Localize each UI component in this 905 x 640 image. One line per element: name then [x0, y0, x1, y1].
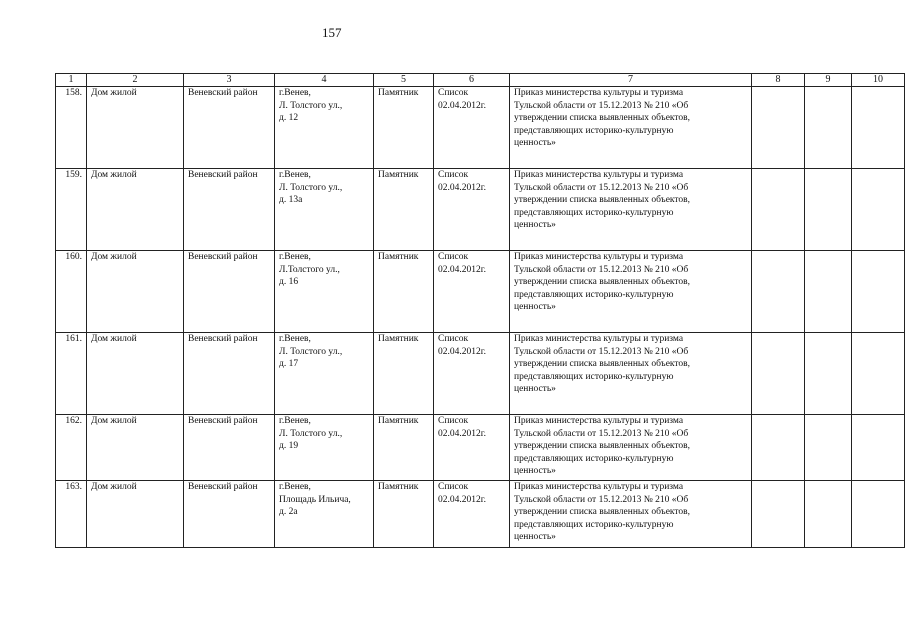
column-9-cell: [805, 251, 852, 333]
address-cell: [275, 169, 374, 251]
cell-line: Приказ министерства культуры и туризма: [514, 252, 684, 262]
cell-line: утверждении списка выявленных объектов,: [514, 113, 691, 123]
cell-line: Тульской области от 15.12.2013 № 210 «Об: [514, 346, 689, 357]
cell-line: г.Венев,: [279, 482, 311, 492]
object-name-cell: Дом жилой: [87, 481, 184, 548]
category-cell: Памятник: [374, 481, 434, 548]
category-cell: Памятник: [374, 251, 434, 333]
cell-line: утверждении списка выявленных объектов,: [514, 195, 691, 205]
cell-line: Список: [438, 88, 469, 98]
column-header: 7: [510, 74, 752, 87]
cell-line: ценность»: [514, 466, 556, 476]
cell-line: представляющих историко-культурную: [514, 371, 674, 382]
cell-line: 02.04.2012г.: [438, 100, 486, 111]
district-cell: Веневский район: [184, 169, 275, 251]
cell-line: 02.04.2012г.: [438, 264, 486, 275]
column-10-cell: [852, 333, 905, 415]
category-cell: Памятник: [374, 169, 434, 251]
cell-line: представляющих историко-культурную: [514, 207, 674, 218]
cell-line: утверждении списка выявленных объектов,: [514, 359, 691, 369]
column-10-cell: [852, 169, 905, 251]
column-header: 4: [275, 74, 374, 87]
column-10-cell: [852, 251, 905, 333]
object-name-cell: Дом жилой: [87, 415, 184, 481]
column-10-cell: [852, 415, 905, 481]
address-cell: [275, 87, 374, 169]
cell-line: Список: [438, 252, 469, 262]
cell-line: Л. Толстого ул.,: [279, 100, 343, 111]
cell-line: Тульской области от 15.12.2013 № 210 «Об: [514, 494, 689, 505]
cell-line: Приказ министерства культуры и туризма: [514, 482, 684, 492]
cell-line: представляющих историко-культурную: [514, 289, 674, 300]
district-cell: Веневский район: [184, 87, 275, 169]
column-10-cell: [852, 87, 905, 169]
category-cell: Памятник: [374, 415, 434, 481]
document-cell: [510, 333, 752, 415]
list-date-cell: [434, 251, 510, 333]
column-header: 1: [56, 74, 87, 87]
cell-line: Приказ министерства культуры и туризма: [514, 170, 684, 180]
column-8-cell: [752, 169, 805, 251]
cell-line: д. 2а: [279, 507, 298, 517]
heritage-registry-table: [55, 73, 905, 548]
column-8-cell: [752, 251, 805, 333]
column-8-cell: [752, 415, 805, 481]
column-9-cell: [805, 481, 852, 548]
column-number-row: [56, 74, 905, 87]
cell-line: Л. Толстого ул.,: [279, 428, 343, 439]
column-10-cell: [852, 481, 905, 548]
cell-line: Тульской области от 15.12.2013 № 210 «Об: [514, 264, 689, 275]
cell-line: Список: [438, 416, 469, 426]
column-9-cell: [805, 333, 852, 415]
object-name-cell: Дом жилой: [87, 169, 184, 251]
object-name-cell: Дом жилой: [87, 87, 184, 169]
cell-line: Приказ министерства культуры и туризма: [514, 88, 684, 98]
column-header: 5: [374, 74, 434, 87]
cell-line: д. 17: [279, 359, 299, 369]
column-8-cell: [752, 333, 805, 415]
district-cell: Веневский район: [184, 251, 275, 333]
table-row: [56, 333, 905, 415]
cell-line: ценность»: [514, 138, 556, 148]
object-name-cell: Дом жилой: [87, 333, 184, 415]
cell-line: Список: [438, 334, 469, 344]
cell-line: Л.Толстого ул.,: [279, 264, 340, 275]
row-number-cell: 162.: [56, 415, 87, 481]
address-cell: [275, 481, 374, 548]
column-8-cell: [752, 87, 805, 169]
cell-line: Список: [438, 170, 469, 180]
address-cell: [275, 415, 374, 481]
list-date-cell: [434, 415, 510, 481]
page-number: 157: [322, 25, 342, 40]
cell-line: утверждении списка выявленных объектов,: [514, 277, 691, 287]
list-date-cell: [434, 481, 510, 548]
column-header: 3: [184, 74, 275, 87]
row-number-cell: 163.: [56, 481, 87, 548]
document-cell: [510, 415, 752, 481]
cell-line: г.Венев,: [279, 416, 311, 426]
list-date-cell: [434, 87, 510, 169]
list-date-cell: [434, 169, 510, 251]
table-row: [56, 415, 905, 481]
address-cell: [275, 333, 374, 415]
cell-line: г.Венев,: [279, 252, 311, 262]
document-cell: [510, 169, 752, 251]
column-header: 8: [752, 74, 805, 87]
table-row: [56, 169, 905, 251]
document-cell: [510, 481, 752, 548]
cell-line: утверждении списка выявленных объектов,: [514, 507, 691, 517]
cell-line: утверждении списка выявленных объектов,: [514, 441, 691, 451]
list-date-cell: [434, 333, 510, 415]
cell-line: д. 19: [279, 441, 299, 451]
document-cell: [510, 87, 752, 169]
cell-line: д. 16: [279, 277, 299, 287]
column-8-cell: [752, 481, 805, 548]
row-number-cell: 159.: [56, 169, 87, 251]
column-9-cell: [805, 87, 852, 169]
column-header: 9: [805, 74, 852, 87]
cell-line: г.Венев,: [279, 170, 311, 180]
cell-line: Тульской области от 15.12.2013 № 210 «Об: [514, 182, 689, 193]
cell-line: Приказ министерства культуры и туризма: [514, 416, 684, 426]
cell-line: Л. Толстого ул.,: [279, 182, 343, 193]
cell-line: Тульской области от 15.12.2013 № 210 «Об: [514, 100, 689, 111]
table-row: [56, 87, 905, 169]
cell-line: ценность»: [514, 532, 556, 542]
row-number-cell: 161.: [56, 333, 87, 415]
district-cell: Веневский район: [184, 415, 275, 481]
cell-line: 02.04.2012г.: [438, 428, 486, 439]
district-cell: Веневский район: [184, 481, 275, 548]
address-cell: [275, 251, 374, 333]
category-cell: Памятник: [374, 87, 434, 169]
cell-line: Приказ министерства культуры и туризма: [514, 334, 684, 344]
cell-line: д. 13а: [279, 195, 303, 205]
cell-line: Л. Толстого ул.,: [279, 346, 343, 357]
cell-line: ценность»: [514, 302, 556, 312]
column-9-cell: [805, 415, 852, 481]
row-number-cell: 160.: [56, 251, 87, 333]
row-number-cell: 158.: [56, 87, 87, 169]
category-cell: Памятник: [374, 333, 434, 415]
table-row: [56, 251, 905, 333]
cell-line: 02.04.2012г.: [438, 494, 486, 505]
cell-line: 02.04.2012г.: [438, 182, 486, 193]
column-header: 10: [852, 74, 905, 87]
column-header: 2: [87, 74, 184, 87]
object-name-cell: Дом жилой: [87, 251, 184, 333]
cell-line: представляющих историко-культурную: [514, 519, 674, 530]
cell-line: г.Венев,: [279, 88, 311, 98]
cell-line: представляющих историко-культурную: [514, 125, 674, 136]
cell-line: Список: [438, 482, 469, 492]
cell-line: 02.04.2012г.: [438, 346, 486, 357]
cell-line: ценность»: [514, 220, 556, 230]
district-cell: Веневский район: [184, 333, 275, 415]
column-9-cell: [805, 169, 852, 251]
cell-line: г.Венев,: [279, 334, 311, 344]
cell-line: ценность»: [514, 384, 556, 394]
document-cell: [510, 251, 752, 333]
table-row: [56, 481, 905, 548]
cell-line: д. 12: [279, 113, 299, 123]
cell-line: Площадь Ильича,: [279, 494, 351, 505]
cell-line: Тульской области от 15.12.2013 № 210 «Об: [514, 428, 689, 439]
column-header: 6: [434, 74, 510, 87]
cell-line: представляющих историко-культурную: [514, 453, 674, 464]
